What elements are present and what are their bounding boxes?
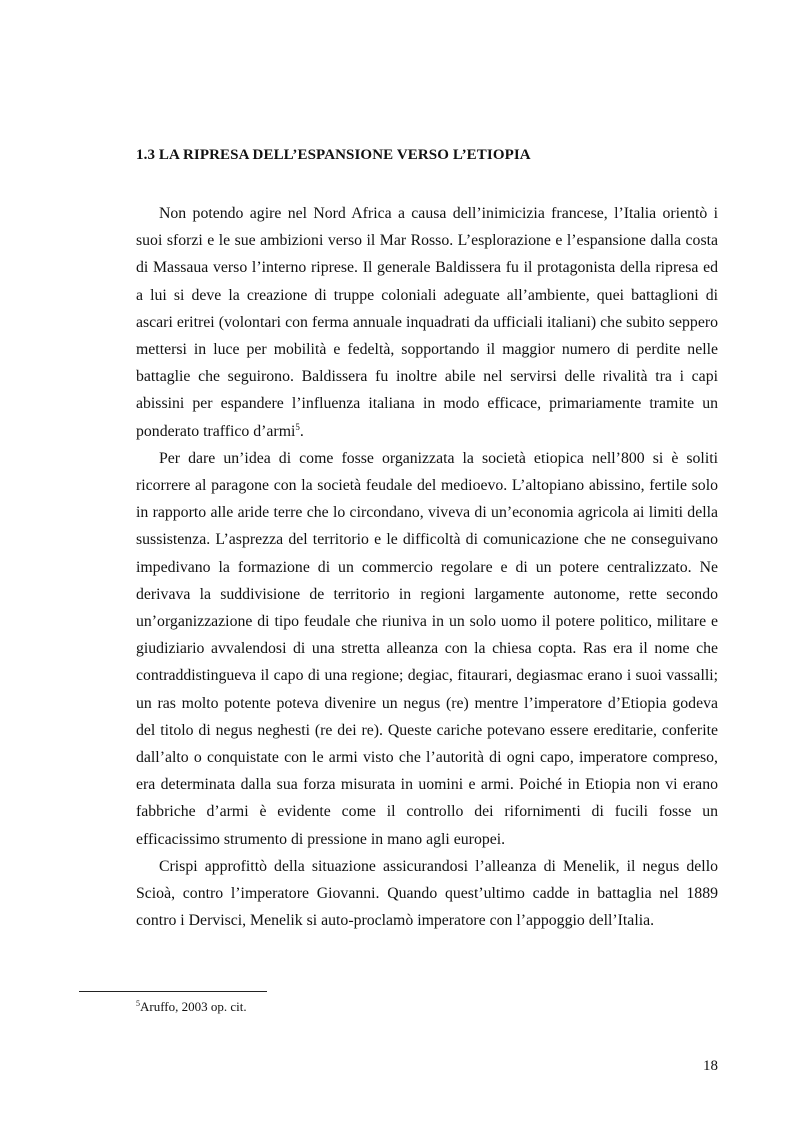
paragraph-text: Per dare un’idea di come fosse organizzata la società etiopica nell’800 si è soliti ricorrere al paragone con la società feudale del medioevo. L’altopiano abissino, fertile solo in rapporto alle aride terre che lo circondano, viveva di un’economia agricola ai limiti della sussistenza. L’asprezza del territorio e le difficoltà di comunicazione che ne conseguivano impedivano la formazione di un commercio regolare e di un potere centralizzato. Ne derivava la suddivisione de territorio in regioni largamente autonome, rette secondo un’organizzazione di tipo feudale che riuniva in un solo uomo il potere politico, militare e giudiziario avvalendosi di una stretta alleanza con la chiesa copta. Ras era il nome che contraddistingueva il capo di una regione; degiac, fitaurari, degiasmac erano i suoi vassalli; un ras molto potente poteva divenire un negus (re) mentre l’imperatore d’Etiopia godeva del titolo di negus neghesti (re dei re). Queste cariche potevano essere ereditarie, conferite dall’alto o conquistate con le armi visto che l’autorità di ogni capo, imperatore compreso, era determinata dalla sua forza misurata in uomini e armi. Poiché in Etiopia non vi erano fabbriche d’armi è evidente come il controllo dei rifornimenti di fucili fosse un efficacissimo strumento di pressione in mano agli europei. [136,449,718,848]
footnote-reference[interactable]: 5 [295,421,300,432]
paragraph-text: Non potendo agire nel Nord Africa a causa dell’inimicizia francese, l’Italia orientò i suoi sforzi e le sue ambizioni verso il Mar Rosso. L’esplorazione e l’espansione dalla costa di Massaua verso l’interno riprese. Il generale Baldissera fu il protagonista della ripresa ed a lui si deve la creazione di truppe coloniali adeguate all’ambiente, quei battaglioni di ascari eritrei (volontari con ferma annuale inquadrati da ufficiali italiani) che subito seppero mettersi in luce per mobilità e fedeltà, sopportando il maggior numero di perdite nelle battaglie che seguirono. Baldissera fu inoltre abile nel servirsi delle rivalità tra i capi abissini per espandere l’influenza italiana in modo efficace, primariamente tramite un ponderato traffico d’armi [136,205,718,440]
body-text [136,200,718,934]
paragraph [136,445,718,853]
footnote-number: 5 [136,999,140,1008]
page-number: 18 [703,1058,718,1074]
footnote-text: Aruffo, 2003 op. cit. [140,999,247,1014]
paragraph-text: Crispi approfittò della situazione assicurandosi l’alleanza di Menelik, il negus dello Scioà, contro l’imperatore Giovanni. Quando quest’ultimo cadde in battaglia nel 1889 contro i Dervisci, Menelik si auto-proclamò imperatore con l’appoggio dell’Italia. [136,857,718,930]
paragraph [136,853,718,935]
footnote [136,998,247,1016]
paragraph-tail: . [299,422,304,440]
paragraph [136,200,718,445]
section-heading: 1.3 LA RIPRESA DELL’ESPANSIONE VERSO L’ETIOPIA [136,147,531,163]
footnote-divider [79,991,267,992]
